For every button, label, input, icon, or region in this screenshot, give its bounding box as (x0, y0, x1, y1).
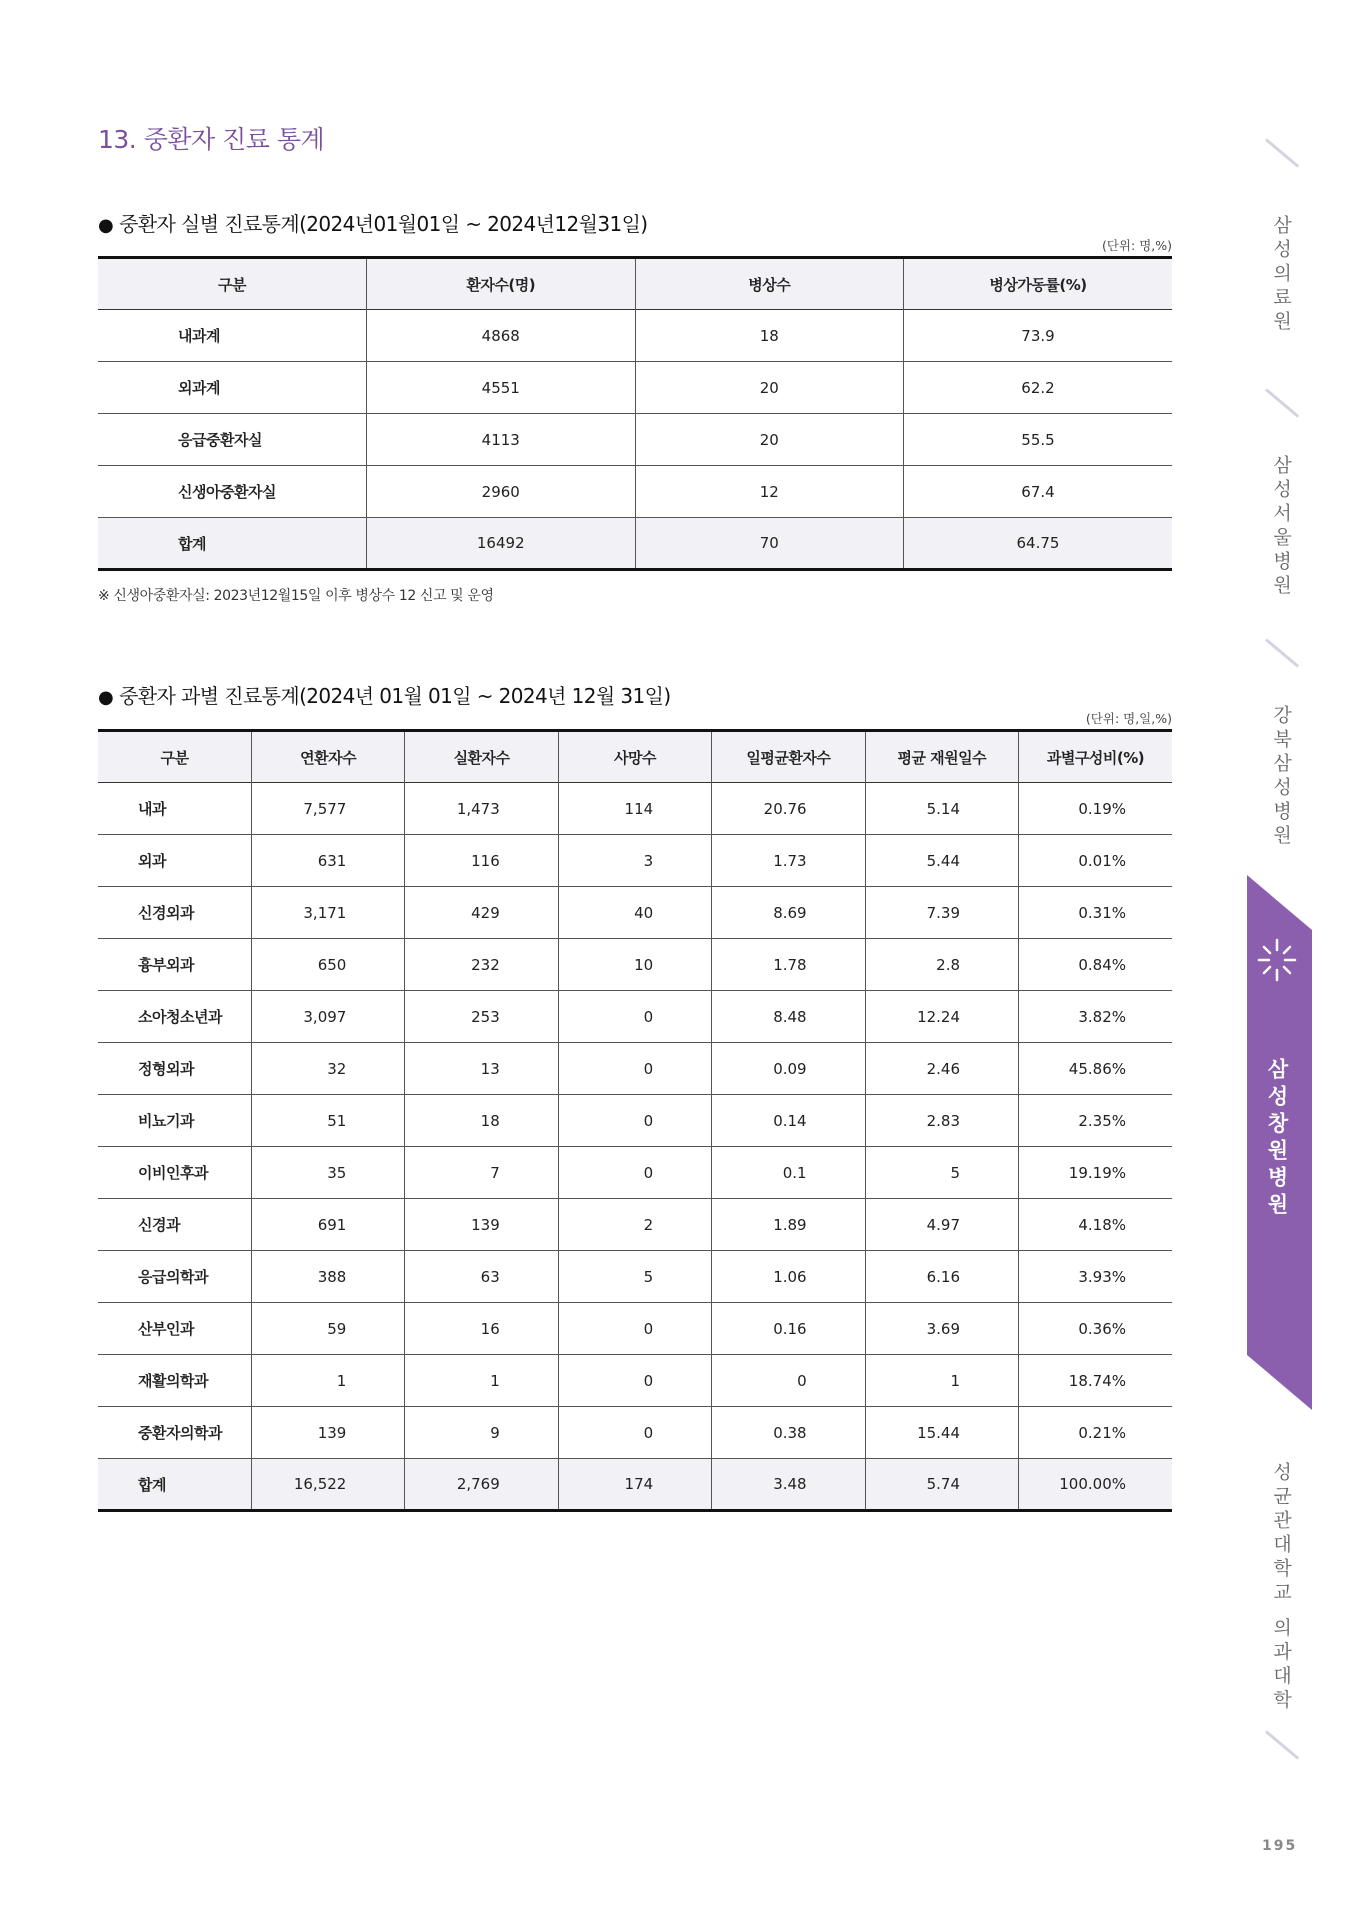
table-cell: 20 (635, 362, 904, 414)
table-cell: 2.83 (865, 1095, 1018, 1147)
table-header-row (98, 731, 1172, 783)
page-title: 13. 중환자 진료 통계 (98, 125, 325, 154)
table-cell: 12.24 (865, 991, 1018, 1043)
table-cell: 4113 (367, 414, 636, 466)
table-cell: 114 (558, 783, 711, 835)
tab-divider-icon (1265, 388, 1299, 417)
table-cell: 0 (558, 1147, 711, 1199)
table-cell: 2 (558, 1199, 711, 1251)
row-label: 재활의학과 (138, 1372, 208, 1390)
row-label: 신경외과 (138, 904, 194, 922)
row-label: 내과 (138, 800, 166, 818)
table-cell: 62.2 (904, 362, 1173, 414)
row-label: 소아청소년과 (138, 1008, 222, 1026)
table-row (98, 1303, 1172, 1355)
row-label: 내과계 (178, 327, 220, 345)
row-label: 비뇨기과 (138, 1112, 194, 1130)
header-cell: 병상수 (635, 258, 904, 310)
table-cell: 18.74% (1019, 1355, 1172, 1407)
table-cell: 0.21% (1019, 1407, 1172, 1459)
row-label: 응급중환자실 (178, 431, 262, 449)
tab-divider-icon (1265, 638, 1299, 667)
header-cell: 구분 (218, 275, 246, 294)
table-row (98, 887, 1172, 939)
table-cell: 2.35% (1019, 1095, 1172, 1147)
table-cell: 7 (405, 1147, 558, 1199)
table-cell: 12 (635, 466, 904, 518)
table-cell: 45.86% (1019, 1043, 1172, 1095)
table-cell: 15.44 (865, 1407, 1018, 1459)
table-row (98, 1095, 1172, 1147)
header-cell: 실환자수 (405, 731, 558, 783)
table-cell: 0 (712, 1355, 865, 1407)
header-cell: 환자수(명) (367, 258, 636, 310)
table-cell: 0.36% (1019, 1303, 1172, 1355)
table-row (98, 1147, 1172, 1199)
table-cell: 0 (558, 1355, 711, 1407)
table-row (98, 835, 1172, 887)
table-footnote: ※ 신생아중환자실: 2023년12월15일 이후 병상수 12 신고 및 운영 (98, 588, 494, 604)
section1-unit: (단위: 명,%) (1101, 238, 1172, 253)
table-row (98, 466, 1172, 518)
table-total-row (98, 1459, 1172, 1511)
tab-skku-medical-school[interactable]: 성균관대학교 의과대학 (1270, 1462, 1292, 1714)
table-cell: 631 (251, 835, 404, 887)
table-cell: 0.1 (712, 1147, 865, 1199)
table-cell: 0.19% (1019, 783, 1172, 835)
table-cell: 0.16 (712, 1303, 865, 1355)
tab-divider-icon (1265, 1730, 1299, 1759)
table-cell: 1.06 (712, 1251, 865, 1303)
tab-samsung-changwon-hospital[interactable]: 삼성창원병원 (1265, 1058, 1289, 1220)
table-cell: 1.89 (712, 1199, 865, 1251)
table-cell: 0.14 (712, 1095, 865, 1147)
table-cell: 16,522 (251, 1459, 404, 1511)
table-cell: 0.84% (1019, 939, 1172, 991)
table-cell: 0.09 (712, 1043, 865, 1095)
section1-title: ● 중환자 실별 진료통계(2024년01월01일 ~ 2024년12월31일) (98, 212, 648, 236)
table-cell: 8.69 (712, 887, 865, 939)
table-cell: 6.16 (865, 1251, 1018, 1303)
table-cell: 9 (405, 1407, 558, 1459)
table-cell: 70 (635, 518, 904, 570)
table-cell: 388 (251, 1251, 404, 1303)
table-cell: 100.00% (1019, 1459, 1172, 1511)
table-cell: 5.74 (865, 1459, 1018, 1511)
table-cell: 0 (558, 991, 711, 1043)
table-cell: 63 (405, 1251, 558, 1303)
table-row (98, 939, 1172, 991)
table-cell: 1.73 (712, 835, 865, 887)
table-cell: 5.14 (865, 783, 1018, 835)
table-cell: 2960 (367, 466, 636, 518)
table-header-row (98, 258, 1172, 310)
table-cell: 139 (251, 1407, 404, 1459)
table-cell: 1.78 (712, 939, 865, 991)
table-cell: 3.93% (1019, 1251, 1172, 1303)
table-cell: 40 (558, 887, 711, 939)
tab-samsung-medical-center[interactable]: 삼성의료원 (1270, 215, 1292, 335)
table-cell: 19.19% (1019, 1147, 1172, 1199)
row-label: 정형외과 (138, 1060, 194, 1078)
table-cell: 2.46 (865, 1043, 1018, 1095)
table-cell: 5 (558, 1251, 711, 1303)
table-row (98, 1355, 1172, 1407)
section2-title: ● 중환자 과별 진료통계(2024년 01월 01일 ~ 2024년 12월 31일) (98, 684, 671, 708)
table-cell: 1 (251, 1355, 404, 1407)
table-cell: 1 (405, 1355, 558, 1407)
table-cell: 3.48 (712, 1459, 865, 1511)
table-cell: 5.44 (865, 835, 1018, 887)
header-cell: 사망수 (558, 731, 711, 783)
bullet-icon: ● (98, 687, 114, 708)
row-label: 외과계 (178, 379, 220, 397)
row-label: 산부인과 (138, 1320, 194, 1338)
table-cell: 8.48 (712, 991, 865, 1043)
table-row (98, 1199, 1172, 1251)
table-cell: 3,171 (251, 887, 404, 939)
table-row (98, 991, 1172, 1043)
table-cell: 18 (635, 310, 904, 362)
table-cell: 55.5 (904, 414, 1173, 466)
table-cell: 4.18% (1019, 1199, 1172, 1251)
table-cell: 2,769 (405, 1459, 558, 1511)
table-cell: 64.75 (904, 518, 1173, 570)
table-cell: 0.31% (1019, 887, 1172, 939)
table-cell: 32 (251, 1043, 404, 1095)
table-cell: 691 (251, 1199, 404, 1251)
table-cell: 1 (865, 1355, 1018, 1407)
table-cell: 20.76 (712, 783, 865, 835)
table-cell: 174 (558, 1459, 711, 1511)
table-cell: 4.97 (865, 1199, 1018, 1251)
table-cell: 51 (251, 1095, 404, 1147)
ward-statistics-table (98, 256, 1172, 571)
table-cell: 3,097 (251, 991, 404, 1043)
table-cell: 3.69 (865, 1303, 1018, 1355)
table-cell: 650 (251, 939, 404, 991)
table-cell: 0 (558, 1095, 711, 1147)
table-cell: 139 (405, 1199, 558, 1251)
table-cell: 232 (405, 939, 558, 991)
table-total-row (98, 518, 1172, 570)
row-label: 흉부외과 (138, 956, 194, 974)
table-row (98, 1407, 1172, 1459)
table-cell: 0.01% (1019, 835, 1172, 887)
table-cell: 5 (865, 1147, 1018, 1199)
table-cell: 0 (558, 1407, 711, 1459)
table-cell: 18 (405, 1095, 558, 1147)
table-cell: 59 (251, 1303, 404, 1355)
table-cell: 2.8 (865, 939, 1018, 991)
table-cell: 35 (251, 1147, 404, 1199)
header-cell: 일평균환자수 (712, 731, 865, 783)
table-cell: 67.4 (904, 466, 1173, 518)
table-cell: 20 (635, 414, 904, 466)
header-cell: 과별구성비(%) (1019, 731, 1172, 783)
table-cell: 10 (558, 939, 711, 991)
table-cell: 7.39 (865, 887, 1018, 939)
bullet-icon: ● (98, 215, 114, 236)
page-number: 195 (1262, 1838, 1298, 1854)
table-cell: 253 (405, 991, 558, 1043)
row-label: 신경과 (138, 1216, 180, 1234)
tab-samsung-seoul-hospital[interactable]: 삼성서울병원 (1270, 455, 1292, 599)
table-cell: 429 (405, 887, 558, 939)
section2-unit: (단위: 명,일,%) (1085, 711, 1172, 726)
table-row (98, 783, 1172, 835)
row-label: 신생아중환자실 (178, 483, 276, 501)
table-cell: 4551 (367, 362, 636, 414)
row-label: 합계 (138, 1475, 166, 1494)
table-cell: 0 (558, 1043, 711, 1095)
row-label: 이비인후과 (138, 1164, 208, 1182)
header-cell: 구분 (160, 748, 189, 767)
tab-divider-icon (1265, 138, 1299, 167)
row-label: 중환자의학과 (138, 1424, 222, 1442)
table-cell: 0 (558, 1303, 711, 1355)
header-cell: 병상가동률(%) (904, 258, 1173, 310)
header-cell: 평균 재원일수 (865, 731, 1018, 783)
table-cell: 13 (405, 1043, 558, 1095)
table-cell: 0.38 (712, 1407, 865, 1459)
table-row (98, 1251, 1172, 1303)
tab-kangbuk-samsung-hospital[interactable]: 강북삼성병원 (1270, 705, 1292, 849)
row-label: 합계 (178, 534, 206, 553)
table-row (98, 362, 1172, 414)
row-label: 외과 (138, 852, 166, 870)
sparkle-icon (1257, 938, 1297, 982)
table-cell: 3.82% (1019, 991, 1172, 1043)
table-cell: 4868 (367, 310, 636, 362)
table-cell: 116 (405, 835, 558, 887)
table-cell: 73.9 (904, 310, 1173, 362)
row-label: 응급의학과 (138, 1268, 208, 1286)
department-statistics-table (98, 729, 1172, 1512)
table-cell: 16492 (367, 518, 636, 570)
table-cell: 1,473 (405, 783, 558, 835)
table-row (98, 310, 1172, 362)
table-cell: 7,577 (251, 783, 404, 835)
table-cell: 16 (405, 1303, 558, 1355)
header-cell: 연환자수 (251, 731, 404, 783)
table-row (98, 1043, 1172, 1095)
table-cell: 3 (558, 835, 711, 887)
table-row (98, 414, 1172, 466)
